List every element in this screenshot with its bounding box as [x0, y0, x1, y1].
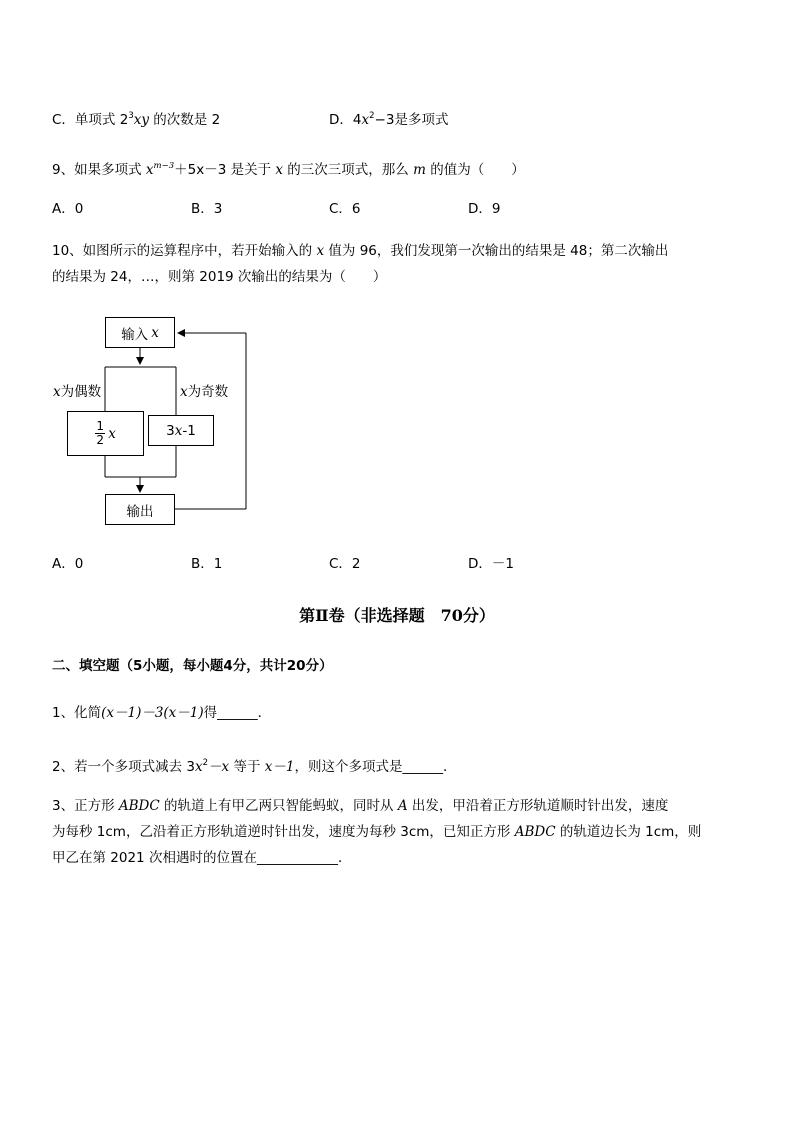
- q10-option-c: C．2: [329, 556, 361, 572]
- fill-q1: 1、化简(x－1)－3(x－1)得______．: [52, 705, 272, 721]
- fill-q3-line1: 3、正方形 ABDC 的轨道上有甲乙两只智能蚂蚁，同时从 A 出发，甲沿着正方形轨道顺时针出发，速度: [52, 798, 669, 814]
- flow-half-box: $\frac{1}{2}$ x: [67, 411, 144, 456]
- section-title: 第Ⅱ卷（非选择题 70分）: [299, 606, 495, 625]
- f1-expr: (x－1)－3(x－1): [101, 705, 204, 721]
- q10-option-a: A．0: [52, 556, 84, 572]
- f2-expr2: x－1: [264, 759, 295, 775]
- q8-d-tail: 是多项式: [394, 112, 449, 128]
- q9-stem: 9、如果多项式 $x^{m-3}+5x-3$ 是关于 x 的三次三项式，那么 m 的值为（ ）: [52, 161, 525, 178]
- half-fraction: $\frac{1}{2}$: [96, 419, 104, 447]
- fill-q2: 2、若一个多项式减去 $3x^2-x$ 等于 x－1，则这个多项式是______．: [52, 758, 457, 775]
- q10-option-b: B．1: [191, 556, 223, 572]
- q10-stem-line2: 的结果为 24，…，则第 2019 次输出的结果为（ ）: [52, 269, 387, 285]
- q9-option-b: B．3: [191, 201, 223, 217]
- flow-odd-label: x为奇数: [180, 384, 229, 400]
- q9-option-c: C．6: [329, 201, 361, 217]
- fill-section-header: 二、填空题（5小题，每小题4分，共计20分）: [52, 658, 333, 674]
- q9-option-a: A．0: [52, 201, 84, 217]
- q8-c-tail: 的次数是 2: [153, 112, 221, 128]
- flow-output-box: 输出: [105, 494, 175, 525]
- q8-d-label: D．: [329, 112, 353, 128]
- q9-option-d: D．9: [468, 201, 501, 217]
- q8-d-expr: $4x^2-3$: [352, 111, 395, 128]
- q9-expr: $x^{m-3}+5x-3$: [145, 161, 227, 178]
- flow-even-label: x为偶数: [53, 384, 102, 400]
- q8-c-expr: $2^3xy$: [119, 111, 149, 128]
- q8-c-label: C．单项式: [52, 112, 116, 128]
- flow-input-box: 输入 x: [105, 317, 175, 348]
- flow-triple-box: 3 x -1: [148, 415, 214, 446]
- q10-option-d: D．－1: [468, 556, 514, 572]
- q10-stem-line1: 10、如图所示的运算程序中，若开始输入的 x 值为 96，我们发现第一次输出的结果是 48；第二次输出: [52, 243, 669, 259]
- fill-q3-line3: 甲乙在第 2021 次相遇时的位置在____________．: [52, 850, 352, 866]
- f2-expr: $3x^2-x$: [186, 758, 230, 775]
- fill-q3-line2: 为每秒 1cm，乙沿着正方形轨道逆时针出发，速度为每秒 3cm，已知正方形 ABDC 的轨道边长为 1cm，则: [52, 824, 702, 840]
